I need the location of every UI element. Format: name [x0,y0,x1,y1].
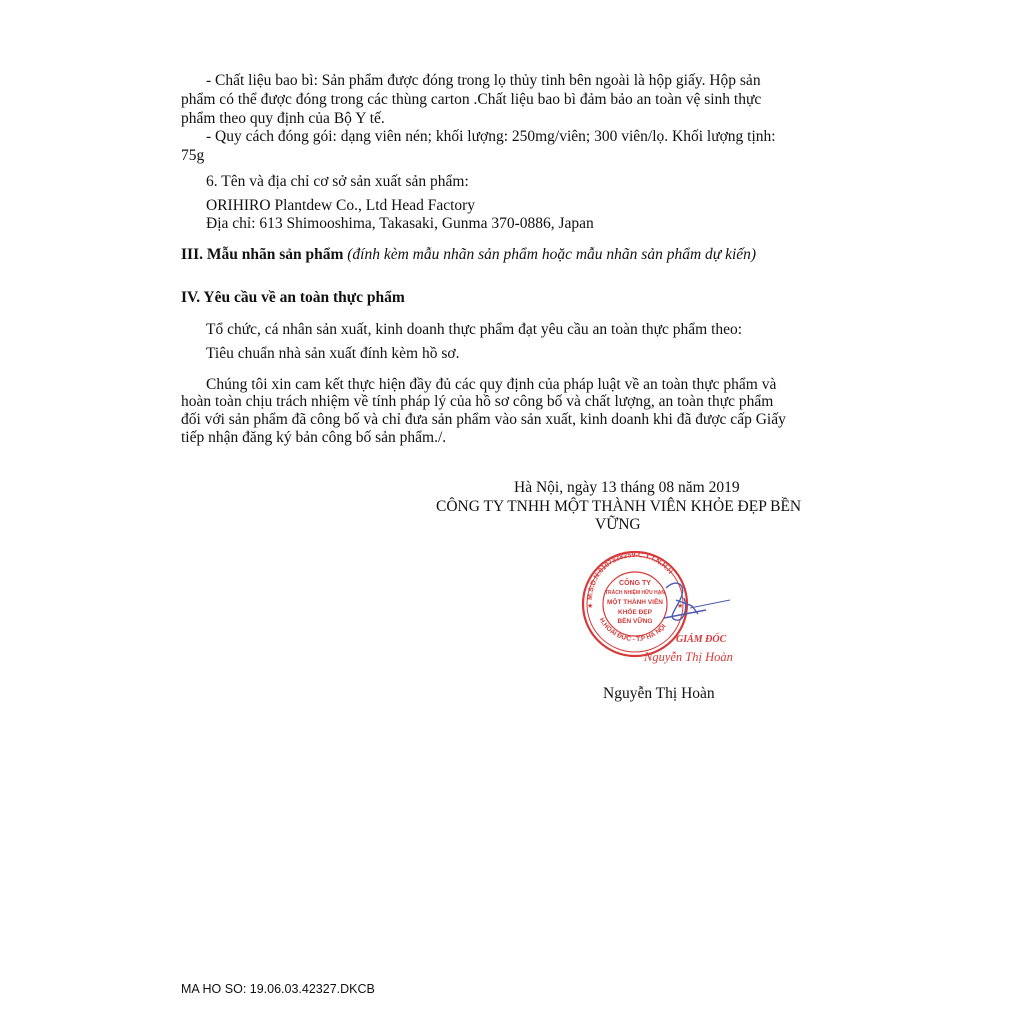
section-3-title: III. Mẫu nhãn sản phẩm [181,246,344,263]
company-stamp [580,548,780,678]
svg-text:★: ★ [587,602,594,610]
commitment-line-3: đối với sản phẩm đã công bố và chỉ đưa sản phẩm vào sản xuất, kinh doanh khi đã được cấp Giấy [181,411,786,428]
document-code: MA HO SO: 19.06.03.42327.DKCB [181,982,375,996]
section-3-note: (đính kèm mẫu nhãn sản phẩm hoặc mẫu nhãn sản phẩm dự kiến) [347,246,757,263]
company-name-line-1: CÔNG TY TNHH MỘT THÀNH VIÊN KHỎE ĐẸP BỀN [436,498,802,515]
stamp-handwritten-name: Nguyễn Thị Hoàn [644,650,733,664]
stamp-center-line-3: MỘT THÀNH VIÊN [607,599,663,606]
commitment-line-4: tiếp nhận đăng ký bản công bố sản phẩm./. [181,429,447,446]
stamp-seal-icon [580,548,780,678]
place-date: Hà Nội, ngày 13 tháng 08 năm 2019 [514,479,740,496]
stamp-title: GIÁM ĐỐC [676,634,727,645]
company-name-line-2: VỮNG [595,516,641,533]
section-4-title: IV. Yêu cầu về an toàn thực phẩm [181,289,405,306]
manufacturer-name: ORIHIRO Plantdew Co., Ltd Head Factory [206,197,476,214]
section-4-line-1: Tổ chức, cá nhân sản xuất, kinh doanh thực phẩm đạt yêu cầu an toàn thực phẩm theo: [206,321,743,338]
packaging-material-line-2: phẩm có thể được đóng trong các thùng carton .Chất liệu bao bì đảm bảo an toàn vệ sinh thực [181,91,762,108]
svg-text:★: ★ [677,602,684,610]
signer-name: Nguyễn Thị Hoàn [603,685,715,702]
stamp-center-line-2: TRÁCH NHIỆM HỮU HẠN [605,590,665,596]
stamp-ring-text: M.S.D.N:0107328259-C.T.T.N.H.H [586,551,674,601]
commitment-line-1: Chúng tôi xin cam kết thực hiện đầy đủ các quy định của pháp luật về an toàn thực phẩm và [206,376,777,393]
packaging-material-line-1: - Chất liệu bao bì: Sản phẩm được đóng trong lọ thủy tinh bên ngoài là hộp giấy. Hộp sản [206,72,761,89]
section-4-line-2: Tiêu chuẩn nhà sản xuất đính kèm hồ sơ. [206,345,460,362]
commitment-line-2: hoàn toàn chịu trách nhiệm về tính pháp lý của hồ sơ công bố và chất lượng, an toàn thực phẩm [181,393,774,410]
stamp-center-line-4: KHỎE ĐẸP [618,609,652,616]
packaging-spec-line-2: 75g [181,147,205,164]
packaging-spec-line-1: - Quy cách đóng gói: dạng viên nén; khối lượng: 250mg/viên; 300 viên/lọ. Khối lượng tịnh: [206,128,776,145]
stamp-center-line-1: CÔNG TY [619,580,651,587]
packaging-material-line-3: phẩm theo quy định của Bộ Y tế. [181,110,385,127]
section-3-heading [181,245,756,264]
manufacturer-heading: 6. Tên và địa chỉ cơ sở sản xuất sản phẩm: [206,173,469,190]
stamp-bottom-text: H.HOÀI ĐỨC - T.P HÀ NỘI [597,616,668,644]
manufacturer-address: Địa chỉ: 613 Shimooshima, Takasaki, Gunma 370-0886, Japan [206,215,594,232]
stamp-center-line-5: BỀN VỮNG [617,618,653,625]
